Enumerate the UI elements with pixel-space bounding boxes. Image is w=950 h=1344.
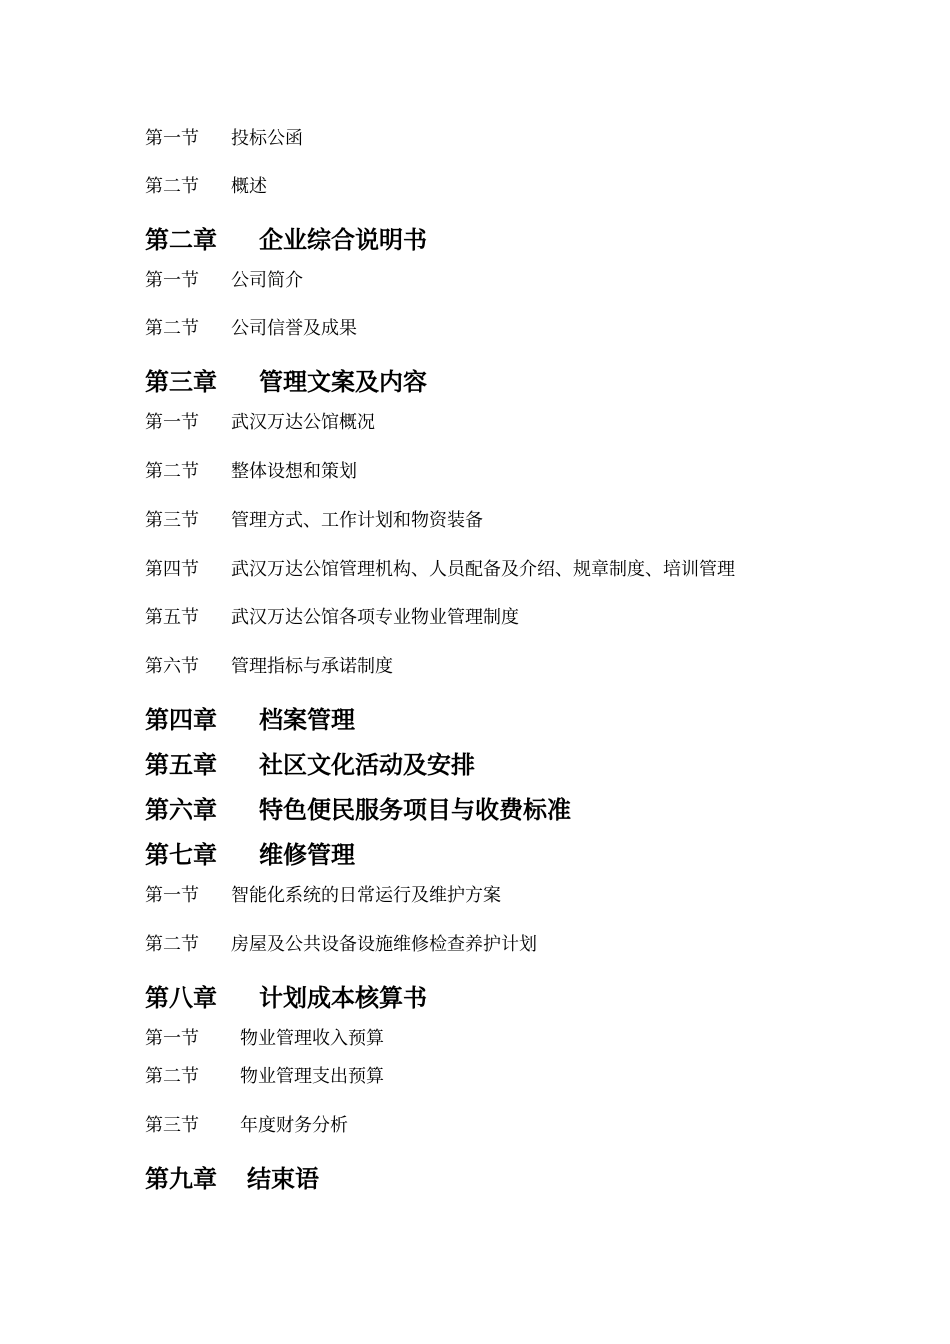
toc-section-entry xyxy=(145,1066,384,1088)
toc-chapter-entry xyxy=(145,367,427,397)
toc-section-entry xyxy=(145,176,267,198)
toc-section-entry xyxy=(145,510,483,532)
toc-section-entry xyxy=(145,128,303,150)
chapter-number: 第六章 xyxy=(145,795,217,824)
chapter-number: 第八章 xyxy=(145,983,217,1012)
section-number: 第二节 xyxy=(145,176,199,197)
toc-section-entry xyxy=(145,656,393,678)
section-title: 投标公函 xyxy=(231,128,303,149)
section-number: 第一节 xyxy=(145,412,199,433)
toc-section-entry xyxy=(145,270,303,292)
section-title: 整体设想和策划 xyxy=(231,461,357,482)
section-number: 第二节 xyxy=(145,461,199,482)
section-title: 武汉万达公馆管理机构、人员配备及介绍、规章制度、培训管理 xyxy=(231,559,735,580)
chapter-title: 管理文案及内容 xyxy=(259,367,427,396)
chapter-title: 维修管理 xyxy=(259,840,355,869)
toc-section-entry xyxy=(145,559,735,581)
toc-chapter-entry xyxy=(145,750,475,780)
toc-chapter-entry xyxy=(145,983,427,1013)
section-number: 第一节 xyxy=(145,128,199,149)
section-number: 第六节 xyxy=(145,656,199,677)
chapter-number: 第四章 xyxy=(145,705,217,734)
toc-chapter-entry xyxy=(145,795,571,825)
chapter-title: 结束语 xyxy=(247,1164,319,1193)
section-title: 武汉万达公馆各项专业物业管理制度 xyxy=(231,607,519,628)
toc-chapter-entry xyxy=(145,705,355,735)
toc-chapter-entry xyxy=(145,225,427,255)
chapter-title: 计划成本核算书 xyxy=(259,983,427,1012)
chapter-title: 特色便民服务项目与收费标准 xyxy=(259,795,571,824)
section-number: 第三节 xyxy=(145,1115,199,1136)
section-number: 第二节 xyxy=(145,1066,199,1087)
chapter-number: 第九章 xyxy=(145,1164,217,1193)
toc-section-entry xyxy=(145,607,519,629)
section-title: 概述 xyxy=(231,176,267,197)
section-title: 物业管理收入预算 xyxy=(240,1028,384,1049)
chapter-number: 第五章 xyxy=(145,750,217,779)
section-number: 第四节 xyxy=(145,559,199,580)
section-title: 管理方式、工作计划和物资装备 xyxy=(231,510,483,531)
chapter-number: 第七章 xyxy=(145,840,217,869)
chapter-number: 第二章 xyxy=(145,225,217,254)
section-title: 物业管理支出预算 xyxy=(240,1066,384,1087)
section-title: 公司信誉及成果 xyxy=(231,318,357,339)
section-title: 管理指标与承诺制度 xyxy=(231,656,393,677)
chapter-title: 企业综合说明书 xyxy=(259,225,427,254)
section-number: 第二节 xyxy=(145,318,199,339)
section-number: 第二节 xyxy=(145,934,199,955)
section-number: 第五节 xyxy=(145,607,199,628)
section-title: 房屋及公共设备设施维修检查养护计划 xyxy=(231,934,537,955)
section-title: 武汉万达公馆概况 xyxy=(231,412,375,433)
toc-section-entry xyxy=(145,318,357,340)
chapter-number: 第三章 xyxy=(145,367,217,396)
section-number: 第一节 xyxy=(145,270,199,291)
chapter-title: 档案管理 xyxy=(259,705,355,734)
chapter-title: 社区文化活动及安排 xyxy=(259,750,475,779)
section-title: 智能化系统的日常运行及维护方案 xyxy=(231,885,501,906)
toc-section-entry xyxy=(145,461,357,483)
section-number: 第一节 xyxy=(145,885,199,906)
toc-section-entry xyxy=(145,1028,384,1050)
toc-section-entry xyxy=(145,412,375,434)
section-title: 年度财务分析 xyxy=(240,1115,348,1136)
section-number: 第三节 xyxy=(145,510,199,531)
toc-chapter-entry xyxy=(145,1164,319,1194)
section-title: 公司简介 xyxy=(231,270,303,291)
section-number: 第一节 xyxy=(145,1028,199,1049)
toc-chapter-entry xyxy=(145,840,355,870)
toc-section-entry xyxy=(145,885,501,907)
toc-section-entry xyxy=(145,934,537,956)
toc-section-entry xyxy=(145,1115,348,1137)
